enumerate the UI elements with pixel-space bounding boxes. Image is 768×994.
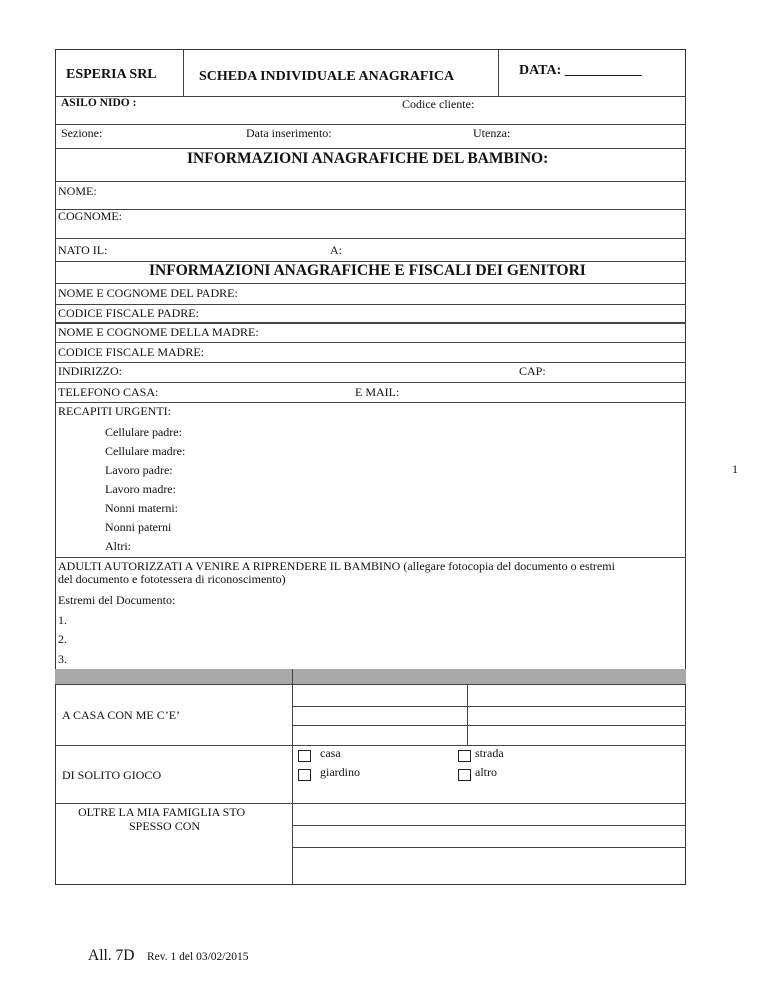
option-casa-label: casa	[320, 746, 341, 760]
table-header-band	[55, 669, 686, 684]
nome-madre-field[interactable]: NOME E COGNOME DELLA MADRE:	[58, 325, 259, 339]
header-divider	[498, 49, 499, 96]
nome-field[interactable]: NOME:	[58, 184, 97, 198]
checkbox-strada[interactable]	[458, 750, 471, 762]
nome-padre-field[interactable]: NOME E COGNOME DEL PADRE:	[58, 286, 238, 300]
recapiti-heading: RECAPITI URGENTI:	[58, 404, 171, 418]
side-page-number: 1	[732, 462, 738, 476]
section-heading-genitori: INFORMAZIONI ANAGRAFICHE E FISCALI DEI GENITORI	[149, 262, 586, 279]
famiglia-label: OLTRE LA MIA FAMIGLIA STO	[78, 805, 246, 819]
cellulare-madre-field[interactable]: Cellulare madre:	[105, 444, 186, 458]
form-title: SCHEDA INDIVIDUALE ANAGRAFICA	[199, 69, 455, 84]
documento-item-2[interactable]: 2.	[58, 632, 67, 646]
a-casa-label: A CASA CON ME C’E’	[62, 708, 181, 722]
header-divider	[183, 49, 184, 96]
lavoro-padre-field[interactable]: Lavoro padre:	[105, 463, 173, 477]
codice-cliente-field[interactable]: Codice cliente:	[402, 97, 475, 111]
table-divider	[467, 684, 468, 745]
nato-il-field[interactable]: NATO IL:	[58, 243, 108, 257]
checkbox-altro[interactable]	[458, 769, 471, 781]
row-line	[55, 148, 686, 149]
utenza-field[interactable]: Utenza:	[473, 126, 511, 140]
checkbox-casa[interactable]	[298, 750, 311, 762]
row-line	[55, 382, 686, 383]
adulti-autorizzati-text: ADULTI AUTORIZZATI A VENIRE A RIPRENDERE IL BAMBINO (allegare fotocopia del documento o estremi	[58, 559, 615, 573]
row-line	[55, 209, 686, 210]
gioco-label: DI SOLITO GIOCO	[62, 768, 162, 782]
documento-item-1[interactable]: 1.	[58, 613, 67, 627]
row-line	[292, 706, 686, 707]
section-heading-bambino: INFORMAZIONI ANAGRAFICHE DEL BAMBINO:	[187, 150, 549, 167]
row-line	[55, 181, 686, 182]
row-line	[292, 847, 686, 848]
option-altro-label: altro	[475, 765, 497, 779]
row-line	[55, 124, 686, 125]
row-line	[55, 745, 686, 746]
cellulare-padre-field[interactable]: Cellulare padre:	[105, 425, 182, 439]
footer-revision: Rev. 1 del 03/02/2015	[147, 951, 249, 963]
famiglia-label-cont: SPESSO CON	[129, 819, 201, 833]
option-strada-label: strada	[475, 746, 504, 760]
indirizzo-field[interactable]: INDIRIZZO:	[58, 364, 122, 378]
luogo-nascita-field[interactable]: A:	[330, 243, 342, 257]
row-line	[55, 96, 686, 97]
sezione-field[interactable]: Sezione:	[61, 126, 103, 140]
row-line	[55, 362, 686, 363]
row-line	[55, 304, 686, 305]
row-line	[55, 684, 686, 685]
row-line	[55, 283, 686, 284]
codice-fiscale-madre-field[interactable]: CODICE FISCALE MADRE:	[58, 345, 205, 359]
date-field[interactable]: DATA: ___________	[519, 63, 642, 78]
row-line	[55, 342, 686, 343]
table-divider	[292, 669, 293, 885]
row-line	[55, 402, 686, 403]
documento-item-3[interactable]: 3.	[58, 652, 67, 666]
footer-reference: All. 7D	[88, 947, 135, 964]
row-line	[55, 322, 686, 324]
codice-fiscale-padre-field[interactable]: CODICE FISCALE PADRE:	[58, 306, 199, 320]
cap-field[interactable]: CAP:	[519, 364, 546, 378]
row-line	[292, 725, 686, 726]
row-line	[55, 557, 686, 558]
adulti-autorizzati-text-cont: del documento e fototessera di riconoscimento)	[58, 572, 286, 586]
data-inserimento-field[interactable]: Data inserimento:	[246, 126, 332, 140]
cognome-field[interactable]: COGNOME:	[58, 209, 123, 223]
checkbox-giardino[interactable]	[298, 769, 311, 781]
lavoro-madre-field[interactable]: Lavoro madre:	[105, 482, 176, 496]
altri-field[interactable]: Altri:	[105, 539, 131, 553]
nonni-materni-field[interactable]: Nonni materni:	[105, 501, 178, 515]
estremi-documento-label: Estremi del Documento:	[58, 593, 176, 607]
company-name: ESPERIA SRL	[66, 67, 157, 82]
asilo-nido-field[interactable]: ASILO NIDO :	[61, 97, 137, 109]
email-field[interactable]: E MAIL:	[355, 385, 400, 399]
row-line	[292, 825, 686, 826]
row-line	[55, 803, 686, 804]
telefono-casa-field[interactable]: TELEFONO CASA:	[58, 385, 159, 399]
row-line	[55, 238, 686, 239]
nonni-paterni-field[interactable]: Nonni paterni	[105, 520, 172, 534]
option-giardino-label: giardino	[320, 765, 360, 779]
